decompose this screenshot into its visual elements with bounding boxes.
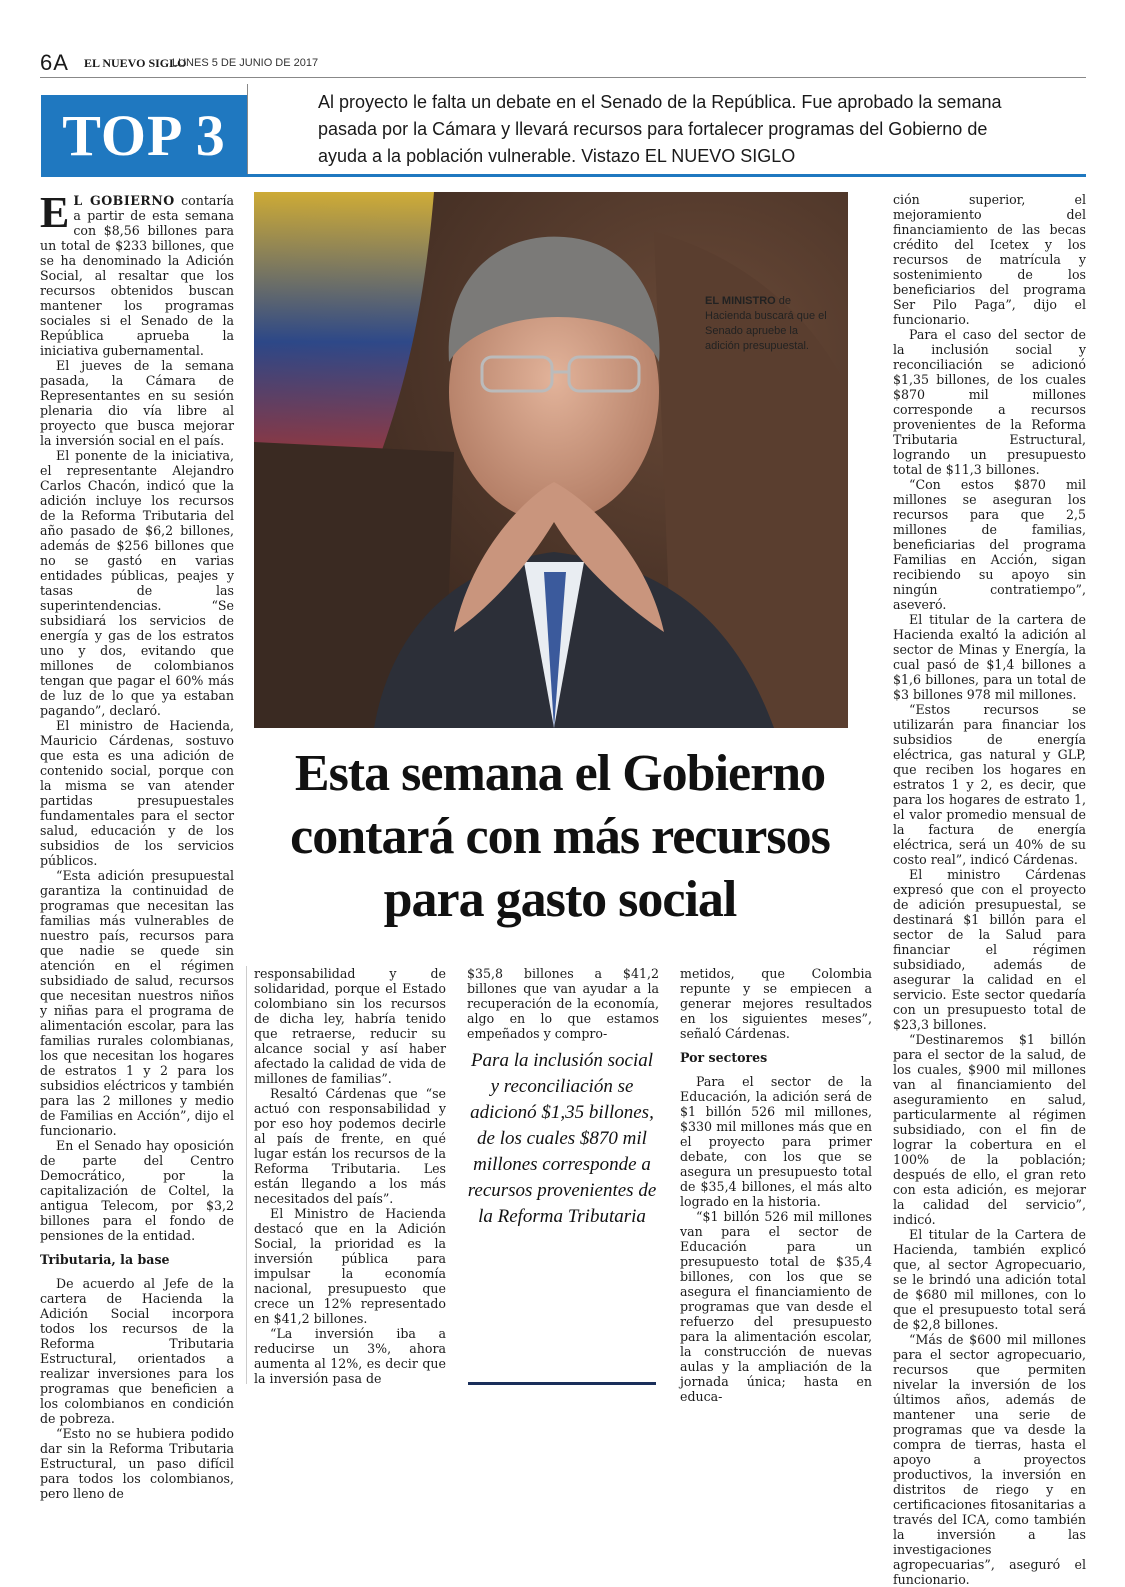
paragraph: “Esto no se hubiera podido dar sin la Reforma Tributaria Estructural, un paso difícil para todos los colombianos, pero lleno de bbox=[40, 1426, 234, 1501]
article-column-1 bbox=[40, 188, 234, 1501]
paragraph: $35,8 billones a $41,2 billones que van ayudar a la recuperación de la economía, algo en lo que estamos empeñados y compro- bbox=[467, 966, 659, 1041]
paragraph: “Con estos $870 mil millones se aseguran los recursos para que 2,5 millones de familias, beneficiarias del programa Familias en Acción, sigan recibiendo su apoyo sin ningún contratiempo”, aseveró. bbox=[893, 477, 1086, 612]
section-rule bbox=[247, 174, 1086, 177]
paragraph: El ponente de la iniciativa, el representante Alejandro Carlos Chacón, indicó que la adición incluye los recursos de la Reforma Tributaria del año pasado de $6,2 billones, además de $256 billones que no se gastó en varias entidades públicas, peajes y tasas de las superintendencias. “Se subsidiará los servicios de energía y gas de los estratos uno y dos, evitando que millones de colombianos tengan que pagar el 60% más de luz de lo que ya estaban pagando”, declaró. bbox=[40, 448, 234, 718]
paragraph: Resaltó Cárdenas que “se actuó con responsabilidad y por eso hoy podemos decirle al país de frente, en qué lugar están los recursos de la Reforma Tributaria. Les están llegando a los más necesitados del país”. bbox=[254, 1086, 446, 1206]
paragraph: Para el caso del sector de la inclusión social y reconciliación se adicionó $1,35 billones, de los cuales $870 mil millones corresponde a recursos provenientes de la Reforma Tributaria Estructural, logrando un presupuesto total de $11,3 billones. bbox=[893, 327, 1086, 477]
subhead-tributaria: Tributaria, la base bbox=[40, 1252, 170, 1267]
intro-deck: Al proyecto le falta un debate en el Senado de la República. Fue aprobado la semana pasada por la Cámara y llevará recursos para fortalecer programas del Gobierno de ayuda a la población vulnerable. Vistazo EL NUEVO SIGLO bbox=[318, 92, 1002, 166]
article-column-2 bbox=[254, 966, 446, 1386]
intro-divider bbox=[247, 84, 248, 176]
pull-quote-rule bbox=[468, 1382, 656, 1385]
paragraph: El jueves de la semana pasada, la Cámara de Representantes en su sesión plenaria dio vía libre al proyecto que busca mejorar la inversión social en el país. bbox=[40, 358, 234, 448]
caption-text: de Hacienda buscará que el Senado apruebe la adición presupuestal. bbox=[705, 295, 827, 352]
lead-text: contaría a partir de esta semana con $8,56 billones para un total de $233 billones, que se ha denominado la Adición Social, al resaltar que los recursos obtenidos buscan mantener los programas sociales si el Senado de la República aprueba la iniciativa gubernamental. bbox=[40, 193, 234, 358]
article-column-3 bbox=[467, 966, 659, 1041]
paragraph: “Destinaremos $1 billón para el sector de la salud, de los cuales, $900 mil millones van al financiamiento del aseguramiento en salud, particularmente al régimen subsidiado, con el fin de lograr la cobertura en el 100% de la población; después de ello, el gran reto con esta adición, es mejorar la calidad del servicio”, indicó. bbox=[893, 1032, 1086, 1227]
lead-caps: L GOBIERNO bbox=[73, 193, 175, 208]
issue-date: LUNES 5 DE JUNIO DE 2017 bbox=[172, 57, 319, 69]
paragraph: metidos, que Colombia repunte y se empiecen a generar mejores resultados en los siguientes meses”, señaló Cárdenas. bbox=[680, 966, 872, 1041]
paragraph: “Estos recursos se utilizarán para financiar los subsidios de energía eléctrica, gas natural y GLP, que reciben los hogares en estratos 1 y 2, es decir, que para los hogares de estrato 1, el valor promedio mensual de la factura de energía eléctrica, será un 40% de su costo real”, indicó Cárdenas. bbox=[893, 702, 1086, 867]
page-number: 6A bbox=[40, 50, 69, 75]
paragraph: El ministro Cárdenas expresó que con el proyecto de adición presupuestal, se destinará $1 billón para el sector de la Salud para financiar el régimen subsidiado, además de asegurar la calidad en el servicio. Este sector quedaría con un presupuesto total de $23,3 billones. bbox=[893, 867, 1086, 1032]
drop-cap: E bbox=[40, 188, 70, 237]
paragraph: El titular de la Cartera de Hacienda, también explicó que, al sector Agropecuario, se le brindó una adición total de $680 mil millones, con lo que el presupuesto total será de $2,8 billones. bbox=[893, 1227, 1086, 1332]
paragraph: Para el sector de la Educación, la adición será de $1 billón 526 mil millones, $330 mil millones más que en el proyecto para primer debate, con los que se asegura un presupuesto total de $35,4 billones, el más alto logrado en la historia. bbox=[680, 1074, 872, 1209]
subhead-sectores: Por sectores bbox=[680, 1050, 768, 1065]
column-divider bbox=[246, 966, 247, 1384]
paragraph: ción superior, el mejoramiento del financiamiento de las becas crédito del Icetex y los recursos de matrícula y sostenimiento de los beneficiarios del programa Ser Pilo Paga”, dijo el funcionario. bbox=[893, 192, 1086, 327]
header-rule bbox=[40, 77, 1086, 78]
section-tag: TOP 3 bbox=[41, 95, 247, 177]
paragraph: El ministro de Hacienda, Mauricio Cárdenas, sostuvo que esta es una adición de contenido social, porque con la misma se van atender partidas presupuestales fundamentales para el sector salud, educación y de los subsidios de los servicios públicos. bbox=[40, 718, 234, 868]
photo-caption bbox=[705, 294, 835, 354]
headline: Esta semana el Gobierno contará con más recursos para gasto social bbox=[290, 745, 830, 928]
minister-photo bbox=[254, 192, 848, 728]
lead-paragraph bbox=[40, 188, 234, 358]
pull-quote: Para la inclusión social y reconciliación se adicionó $1,35 billones, de los cuales $870 mil millones corresponde a recursos provenientes de la Reforma Tributaria bbox=[467, 1050, 657, 1227]
paragraph: “La inversión iba a reducirse un 3%, ahora aumenta al 12%, es decir que la inversión pasa de bbox=[254, 1326, 446, 1386]
photo-illustration bbox=[254, 192, 848, 728]
paragraph: El Ministro de Hacienda destacó que en la Adición Social, la prioridad es la inversión pública para impulsar la economía nacional, presupuesto que crece un 12% representado en $41,2 billones. bbox=[254, 1206, 446, 1326]
paragraph: “Esta adición presupuestal garantiza la continuidad de programas que necesitan las familias más vulnerables de nuestro país, recursos para que nadie se quede sin atención en el régimen subsidiado de salud, recursos que necesitan nuestros niños y niñas para el programa de alimentación escolar, para las familias rurales colombianas, los que necesitan los hogares de estratos 1 y 2 para los subsidios eléctricos y también para las 2 millones y medio de Familias en Acción”, dijo el funcionario. bbox=[40, 868, 234, 1138]
paragraph: En el Senado hay oposición de parte del Centro Democrático, por la capitalización de Coltel, la antigua Telecom, por $3,2 billones para el fondo de pensiones de la entidad. bbox=[40, 1138, 234, 1243]
paragraph: El titular de la cartera de Hacienda exaltó la adición al sector de Minas y Energía, la cual pasó de $1,4 billones a $1,6 billones, para un total de $3 billones 978 mil millones. bbox=[893, 612, 1086, 702]
masthead: EL NUEVO SIGLO bbox=[84, 56, 187, 70]
article-column-5 bbox=[893, 192, 1086, 1587]
paragraph: “$1 billón 526 mil millones van para el sector de Educación para un presupuesto total de $35,4 billones, con los que se asegura el financiamiento de programas que van desde el refuerzo del presupuesto para la alimentación escolar, la construcción de nuevas aulas y la ampliación de la jornada única; hasta en educa- bbox=[680, 1209, 872, 1404]
paragraph: responsabilidad y de solidaridad, porque el Estado colombiano sin los recursos de dicha ley, habría tenido que retraerse, reducir su alcance social y así haber afectado la calidad de vida de millones de familias”. bbox=[254, 966, 446, 1086]
caption-lead: EL MINISTRO bbox=[705, 295, 776, 307]
paragraph: De acuerdo al Jefe de la cartera de Hacienda la Adición Social incorpora todos los recursos de la Reforma Tributaria Estructural, orientados a realizar inversiones para los programas que beneficien a los colombianos en condición de pobreza. bbox=[40, 1276, 234, 1426]
article-column-4 bbox=[680, 966, 872, 1404]
paragraph: “Más de $600 mil millones para el sector agropecuario, recursos que permiten nivelar la inversión de los últimos años, además de mantener una serie de programas que va desde la compra de tierras, hasta el apoyo a proyectos productivos, la inversión en distritos de riego y en certificaciones fitosanitarias a través del ICA, como también la inversión a las investigaciones agropecuarias”, aseguró el funcionario. bbox=[893, 1332, 1086, 1587]
